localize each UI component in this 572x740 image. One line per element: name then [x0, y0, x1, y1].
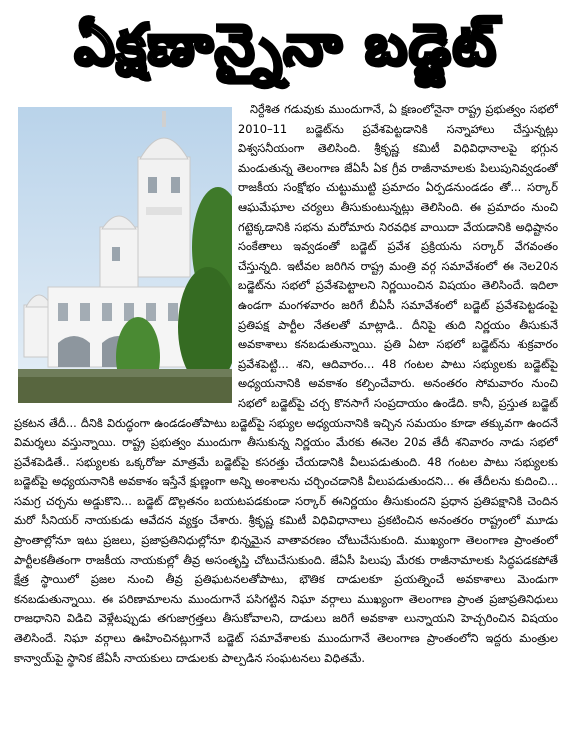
assembly-building-photo	[18, 107, 232, 403]
article-text: నిర్దేశిత గడువుకు ముందుగానే, ఏ క్షణంలోనైనా రాష్ట్ర ప్రభుత్వం సభలో 2010–11 బడ్జెట్‌ను ప్రవేశపెట్టడానికి సన్నాహాలు చేస్తున్నట్లు విశ్వసనీయంగా తెలిసింది. శ్రీకృష్ణ కమిటీ విధివిధానాలపై భగ్గున మండుతున్న తెలంగాణ జేఏసీ ఏక గ్రీవ రాజీనామాలకు పిలుపునివ్వడంతో రాజకీయ సంక్షోభం చుట్టుముట్టి ప్రమాదం ఏర్పడనుండడం తో... సర్కార్ ఆఘమేఘాల చర్యలు తీసుకుంటున్నట్లు తెలిసింది. ఈ ప్రమాదం నుంచి గట్టెక్కడానికి సభను మరోమారు నిరవధిక వాయిదా వేయడానికి అధిష్టానం సంకేతాలు ఇవ్వడంతో బడ్జెట్ ప్రవేశ ప్రక్రియను సర్కార్ వేగవంతం చేస్తున్నది. ఇటీవల జరిగిన రాష్ట్ర మంత్రి వర్గ సమావేశంలో ఈ నెల20న బడ్జెట్‌ను సభలో ప్రవేశపెట్టాలని నిర్ణయించిన విషయం తెలిసిందే. ఇదిలా ఉండగా మంగళవారం జరిగే బీఏసీ సమావేశంలో బడ్జెట్ ప్రవేశపెట్టడంపై ప్రతిపక్ష పార్టీల నేతలతో మాట్లాడి.. దీనిపై తుది నిర్ణయం తీసుకునే అవకాశాలు కనబడుతున్నాయి. ప్రతి ఏటా సభలో బడ్జెట్‌ను శుక్రవారం ప్రవేశపెట్టి... శని, ఆదివారం... 48 గంటల పాటు సభ్యులకు బడ్జెట్‌పై అధ్యయనానికి అవకాశం కల్పించేవారు. అనంతరం సోమవారం నుంచి సభలో బడ్జెట్‌పై చర్చ కొనసాగే సంప్రదాయం ఉండేది. కానీ, ప్రస్తుత బడ్జెట్ ప్రకటన తేదీ... దీనికి విరుద్ధంగా ఉండడంతోపాటు బడ్జెట్‌పై సభ్యుల అధ్యయనానికి ఇచ్చిన సమయం కూడా తక్కువగా ఉందనే విమర్శలు వస్తున్నాయి. రాష్ట్ర ప్రభుత్వం ముందుగా తీసుకున్న నిర్ణయం మేరకు ఈనెల 20వ తేదీ శనివారం నాడు సభలో ప్రవేశపెడితే.. సభ్యులకు ఒక్కరోజు మాత్రమే బడ్జెట్‌పై కసరత్తు చేయడానికి వీలుపడుతుంది. 48 గంటల పాటు సభ్యులకు బడ్జెట్‌పై అధ్యయనానికి అవకాశం ఇస్తేనే క్షుణ్ణంగా అన్ని అంశాలను చర్చించడానికి వీలుపడుతుందని... ఈ తేదీలను కుదించి... సమగ్ర చర్చను అడ్డుకొని... బడ్జెట్ డొల్లతనం బయటపడకుండా సర్కార్ ఈనిర్ణయం తీసుకుందని ప్రధాన ప్రతిపక్షానికి చెందిన మరో సీనియర్ నాయకుడు ఆవేదన వ్యక్తం చేశారు. శ్రీకృష్ణ కమిటీ విధివిధానాలు ప్రకటించిన అనంతరం రాష్ట్రంలో మూడు ప్రాంతాల్లోనూ ఇటు ప్రజలు, ప్రజాప్రతినిధుల్లోనూ భిన్నమైన వాతావరణం చోటుచేసుకుంది. ముఖ్యంగా తెలంగాణ ప్రాంతంలో పార్టీలకతీతంగా రాజకీయ నాయకుల్లో తీవ్ర అసంతృప్తి చోటుచేసుకుంది. జేఏసీ పిలుపు మేరకు రాజీనామాలకు సిద్ధపడకపోతే క్షేత్ర స్థాయిలో ప్రజల నుంచి తీవ్ర ప్రతిఘటనలతోపాటు, భౌతిక దాడులకూ ప్రయత్నించే అవకాశాలు మెండుగా కనబడుతున్నాయి. ఈ పరిణామాలను ముందుగానే పసిగట్టిన నిఘా వర్గాలు ముఖ్యంగా తెలంగాణ ప్రాంత ప్రజాప్రతినిధులు రాజధానిని విడిచి వెళ్లేటప్పుడు తగుజాగ్రత్తలు తీసుకోవాలని, దాడులు జరిగే అవకాశా లున్నాయని హెచ్చరించిన విషయం తెలిసిందే. నిఘా వర్గాలు ఊహించినట్లుగానే బడ్జెట్ సమావేశాలకు ముందుగానే తెలంగాణ ప్రాంతంలోని ఇద్దరు మంత్రుల కాన్వాయ్‌పై స్థానిక జేఏసీ నాయకులు దాడులకు పాల్పడిన సంఘటనలు విధితమే.	[14, 102, 558, 665]
building-illustration	[18, 107, 232, 403]
headline: ఏక్షణాన్నైనా బడ్జెట్	[74, 13, 498, 78]
